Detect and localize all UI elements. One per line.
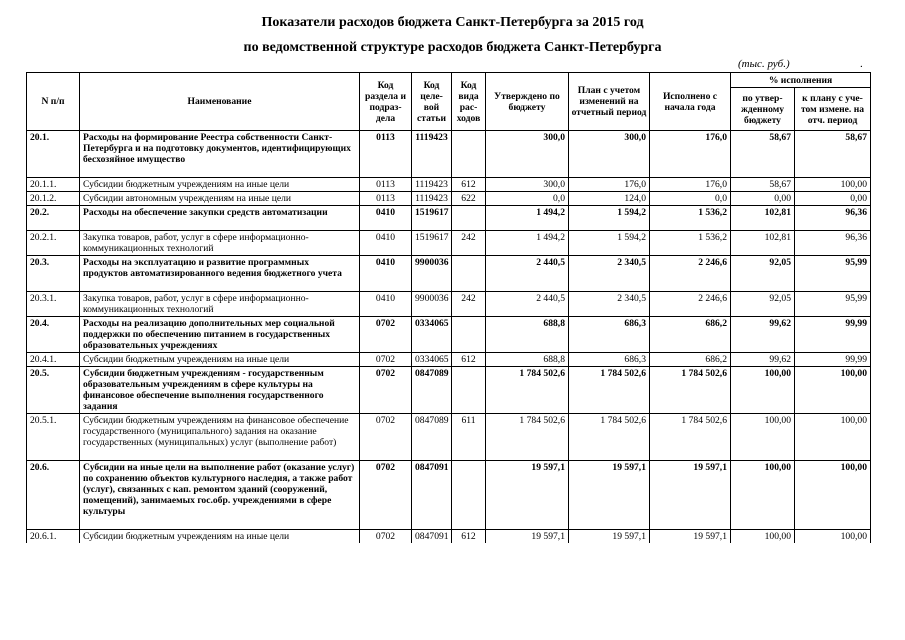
cell-type-code bbox=[452, 206, 486, 231]
cell-plan: 686,3 bbox=[569, 317, 650, 353]
cell-pct-plan: 100,00 bbox=[795, 461, 871, 530]
cell-pct-plan: 99,99 bbox=[795, 353, 871, 367]
cell-article-code: 1519617 bbox=[412, 231, 452, 256]
header-type-code: Код вида рас-ходов bbox=[452, 73, 486, 131]
report-title-line-1: Показатели расходов бюджета Санкт-Петербурга за 2015 год bbox=[261, 15, 644, 30]
cell-type-code: 612 bbox=[452, 178, 486, 192]
cell-pct-budget: 99,62 bbox=[731, 317, 795, 353]
cell-name: Субсидии бюджетным учреждениям - государственным образовательным учреждениям в сфере культуры на финансовое обеспечение выполнения государственного задания bbox=[80, 367, 360, 414]
header-section-code: Код раздела и подраз-дела bbox=[360, 73, 412, 131]
table-row bbox=[27, 231, 871, 256]
cell-pct-budget: 58,67 bbox=[731, 178, 795, 192]
cell-section-code: 0113 bbox=[360, 178, 412, 192]
cell-name: Субсидии бюджетным учреждениям на иные цели bbox=[80, 178, 360, 192]
cell-type-code: 622 bbox=[452, 192, 486, 206]
cell-article-code: 9900036 bbox=[412, 292, 452, 317]
cell-name: Субсидии автономным учреждениям на иные цели bbox=[80, 192, 360, 206]
table-row bbox=[27, 256, 871, 292]
table-row bbox=[27, 206, 871, 231]
cell-article-code: 1119423 bbox=[412, 192, 452, 206]
cell-section-code: 0702 bbox=[360, 353, 412, 367]
cell-num: 20.2.1. bbox=[27, 231, 80, 256]
cell-name: Субсидии бюджетным учреждениям на иные цели bbox=[80, 530, 360, 544]
cell-name: Расходы на реализацию дополнительных мер социальной поддержки по обеспечению питанием в государственных образовательных учреждениях bbox=[80, 317, 360, 353]
header-pct-plan: к плану с уче-том измене. на отч. период bbox=[795, 88, 871, 131]
cell-plan: 19 597,1 bbox=[569, 461, 650, 530]
cell-section-code: 0113 bbox=[360, 192, 412, 206]
cell-name: Субсидии бюджетным учреждениям на финансовое обеспечение государственного (муниципального) задания на оказание государственных (муниципальных) услуг (выполнение работ) bbox=[80, 414, 360, 461]
table-row bbox=[27, 317, 871, 353]
cell-pct-budget: 102,81 bbox=[731, 206, 795, 231]
cell-type-code: 242 bbox=[452, 292, 486, 317]
table-row bbox=[27, 292, 871, 317]
cell-article-code: 1119423 bbox=[412, 131, 452, 178]
cell-pct-plan: 95,99 bbox=[795, 256, 871, 292]
cell-pct-budget: 102,81 bbox=[731, 231, 795, 256]
cell-type-code bbox=[452, 367, 486, 414]
cell-type-code: 611 bbox=[452, 414, 486, 461]
cell-num: 20.4. bbox=[27, 317, 80, 353]
cell-pct-plan: 100,00 bbox=[795, 530, 871, 544]
cell-executed: 1 536,2 bbox=[650, 206, 731, 231]
cell-approved: 19 597,1 bbox=[486, 461, 569, 530]
cell-name: Расходы на формирование Реестра собственности Санкт-Петербурга и на подготовку документов, идентифицирующих бесхозяйное имущество bbox=[80, 131, 360, 178]
cell-num: 20.3. bbox=[27, 256, 80, 292]
cell-article-code: 0847089 bbox=[412, 414, 452, 461]
cell-type-code bbox=[452, 131, 486, 178]
cell-pct-budget: 92,05 bbox=[731, 256, 795, 292]
cell-num: 20.1. bbox=[27, 131, 80, 178]
cell-executed: 2 246,6 bbox=[650, 292, 731, 317]
header-article-code: Код целе-вой статьи bbox=[412, 73, 452, 131]
table-body bbox=[27, 131, 871, 544]
cell-name: Расходы на эксплуатацию и развитие программных продуктов автоматизированного ведения бюджетного учета bbox=[80, 256, 360, 292]
cell-type-code bbox=[452, 256, 486, 292]
cell-pct-plan: 0,00 bbox=[795, 192, 871, 206]
cell-article-code: 0847091 bbox=[412, 530, 452, 544]
cell-approved: 300,0 bbox=[486, 131, 569, 178]
cell-section-code: 0702 bbox=[360, 367, 412, 414]
cell-plan: 176,0 bbox=[569, 178, 650, 192]
header-plan: План с учетом изменений на отчетный период bbox=[569, 73, 650, 131]
cell-approved: 1 494,2 bbox=[486, 206, 569, 231]
cell-name: Закупка товаров, работ, услуг в сфере информационно-коммуникационных технологий bbox=[80, 292, 360, 317]
cell-pct-plan: 58,67 bbox=[795, 131, 871, 178]
cell-article-code: 9900036 bbox=[412, 256, 452, 292]
cell-executed: 1 784 502,6 bbox=[650, 414, 731, 461]
cell-name: Закупка товаров, работ, услуг в сфере информационно-коммуникационных технологий bbox=[80, 231, 360, 256]
cell-executed: 1 536,2 bbox=[650, 231, 731, 256]
cell-approved: 2 440,5 bbox=[486, 256, 569, 292]
cell-num: 20.1.1. bbox=[27, 178, 80, 192]
cell-article-code: 1119423 bbox=[412, 178, 452, 192]
table-row bbox=[27, 192, 871, 206]
units-mark: . bbox=[860, 58, 863, 70]
cell-num: 20.4.1. bbox=[27, 353, 80, 367]
cell-plan: 2 340,5 bbox=[569, 256, 650, 292]
cell-executed: 19 597,1 bbox=[650, 461, 731, 530]
header-approved: Утверждено по бюджету bbox=[486, 73, 569, 131]
table-row bbox=[27, 461, 871, 530]
cell-approved: 0,0 bbox=[486, 192, 569, 206]
cell-executed: 2 246,6 bbox=[650, 256, 731, 292]
report-title-line-2: по ведомственной структуре расходов бюджета Санкт-Петербурга bbox=[243, 40, 662, 55]
cell-num: 20.2. bbox=[27, 206, 80, 231]
table-row bbox=[27, 131, 871, 178]
cell-article-code: 0847091 bbox=[412, 461, 452, 530]
table-row bbox=[27, 178, 871, 192]
header-num: N п/п bbox=[27, 73, 80, 131]
cell-plan: 19 597,1 bbox=[569, 530, 650, 544]
cell-pct-budget: 100,00 bbox=[731, 367, 795, 414]
header-pct-group: % исполнения bbox=[731, 73, 871, 88]
cell-plan: 1 594,2 bbox=[569, 231, 650, 256]
cell-approved: 19 597,1 bbox=[486, 530, 569, 544]
cell-num: 20.6. bbox=[27, 461, 80, 530]
cell-executed: 0,0 bbox=[650, 192, 731, 206]
cell-approved: 1 494,2 bbox=[486, 231, 569, 256]
cell-section-code: 0702 bbox=[360, 530, 412, 544]
header-pct-budget: по утвер-жденному бюджету bbox=[731, 88, 795, 131]
cell-approved: 688,8 bbox=[486, 353, 569, 367]
cell-plan: 686,3 bbox=[569, 353, 650, 367]
cell-section-code: 0410 bbox=[360, 206, 412, 231]
cell-pct-budget: 100,00 bbox=[731, 414, 795, 461]
cell-article-code: 0334065 bbox=[412, 317, 452, 353]
cell-plan: 2 340,5 bbox=[569, 292, 650, 317]
units-label: (тыс. руб.) bbox=[738, 58, 790, 70]
cell-num: 20.5. bbox=[27, 367, 80, 414]
cell-type-code bbox=[452, 317, 486, 353]
header-executed: Исполнено с начала года bbox=[650, 73, 731, 131]
cell-section-code: 0702 bbox=[360, 414, 412, 461]
cell-pct-budget: 92,05 bbox=[731, 292, 795, 317]
cell-pct-plan: 100,00 bbox=[795, 414, 871, 461]
cell-pct-plan: 100,00 bbox=[795, 367, 871, 414]
cell-article-code: 0847089 bbox=[412, 367, 452, 414]
table-row bbox=[27, 414, 871, 461]
cell-plan: 300,0 bbox=[569, 131, 650, 178]
table-row bbox=[27, 367, 871, 414]
cell-approved: 300,0 bbox=[486, 178, 569, 192]
cell-section-code: 0410 bbox=[360, 256, 412, 292]
cell-pct-plan: 96,36 bbox=[795, 231, 871, 256]
cell-pct-budget: 0,00 bbox=[731, 192, 795, 206]
cell-article-code: 1519617 bbox=[412, 206, 452, 231]
cell-section-code: 0702 bbox=[360, 461, 412, 530]
cell-executed: 1 784 502,6 bbox=[650, 367, 731, 414]
cell-plan: 124,0 bbox=[569, 192, 650, 206]
cell-section-code: 0113 bbox=[360, 131, 412, 178]
cell-name: Субсидии на иные цели на выполнение работ (оказание услуг) по сохранению объектов культурного наследия, а также работ (услуг), связанных с кап. ремонтом зданий (сооружений, помещений), занимаемых гос.обр. учреждениями в сфере культуры bbox=[80, 461, 360, 530]
cell-section-code: 0410 bbox=[360, 292, 412, 317]
cell-executed: 176,0 bbox=[650, 131, 731, 178]
cell-type-code: 612 bbox=[452, 353, 486, 367]
cell-pct-budget: 100,00 bbox=[731, 530, 795, 544]
cell-approved: 1 784 502,6 bbox=[486, 414, 569, 461]
header-name: Наименование bbox=[80, 73, 360, 131]
cell-plan: 1 784 502,6 bbox=[569, 414, 650, 461]
cell-type-code bbox=[452, 461, 486, 530]
cell-executed: 19 597,1 bbox=[650, 530, 731, 544]
cell-pct-plan: 95,99 bbox=[795, 292, 871, 317]
cell-pct-plan: 100,00 bbox=[795, 178, 871, 192]
cell-pct-budget: 99,62 bbox=[731, 353, 795, 367]
cell-article-code: 0334065 bbox=[412, 353, 452, 367]
cell-num: 20.1.2. bbox=[27, 192, 80, 206]
cell-name: Субсидии бюджетным учреждениям на иные цели bbox=[80, 353, 360, 367]
cell-plan: 1 784 502,6 bbox=[569, 367, 650, 414]
cell-executed: 176,0 bbox=[650, 178, 731, 192]
cell-type-code: 242 bbox=[452, 231, 486, 256]
budget-table bbox=[26, 72, 871, 543]
cell-type-code: 612 bbox=[452, 530, 486, 544]
cell-executed: 686,2 bbox=[650, 353, 731, 367]
cell-executed: 686,2 bbox=[650, 317, 731, 353]
cell-num: 20.6.1. bbox=[27, 530, 80, 544]
cell-section-code: 0702 bbox=[360, 317, 412, 353]
cell-name: Расходы на обеспечение закупки средств автоматизации bbox=[80, 206, 360, 231]
cell-pct-plan: 96,36 bbox=[795, 206, 871, 231]
cell-pct-plan: 99,99 bbox=[795, 317, 871, 353]
table-row bbox=[27, 353, 871, 367]
cell-approved: 688,8 bbox=[486, 317, 569, 353]
table-row bbox=[27, 530, 871, 544]
cell-section-code: 0410 bbox=[360, 231, 412, 256]
cell-num: 20.5.1. bbox=[27, 414, 80, 461]
cell-approved: 2 440,5 bbox=[486, 292, 569, 317]
cell-pct-budget: 100,00 bbox=[731, 461, 795, 530]
cell-pct-budget: 58,67 bbox=[731, 131, 795, 178]
cell-num: 20.3.1. bbox=[27, 292, 80, 317]
cell-approved: 1 784 502,6 bbox=[486, 367, 569, 414]
cell-plan: 1 594,2 bbox=[569, 206, 650, 231]
